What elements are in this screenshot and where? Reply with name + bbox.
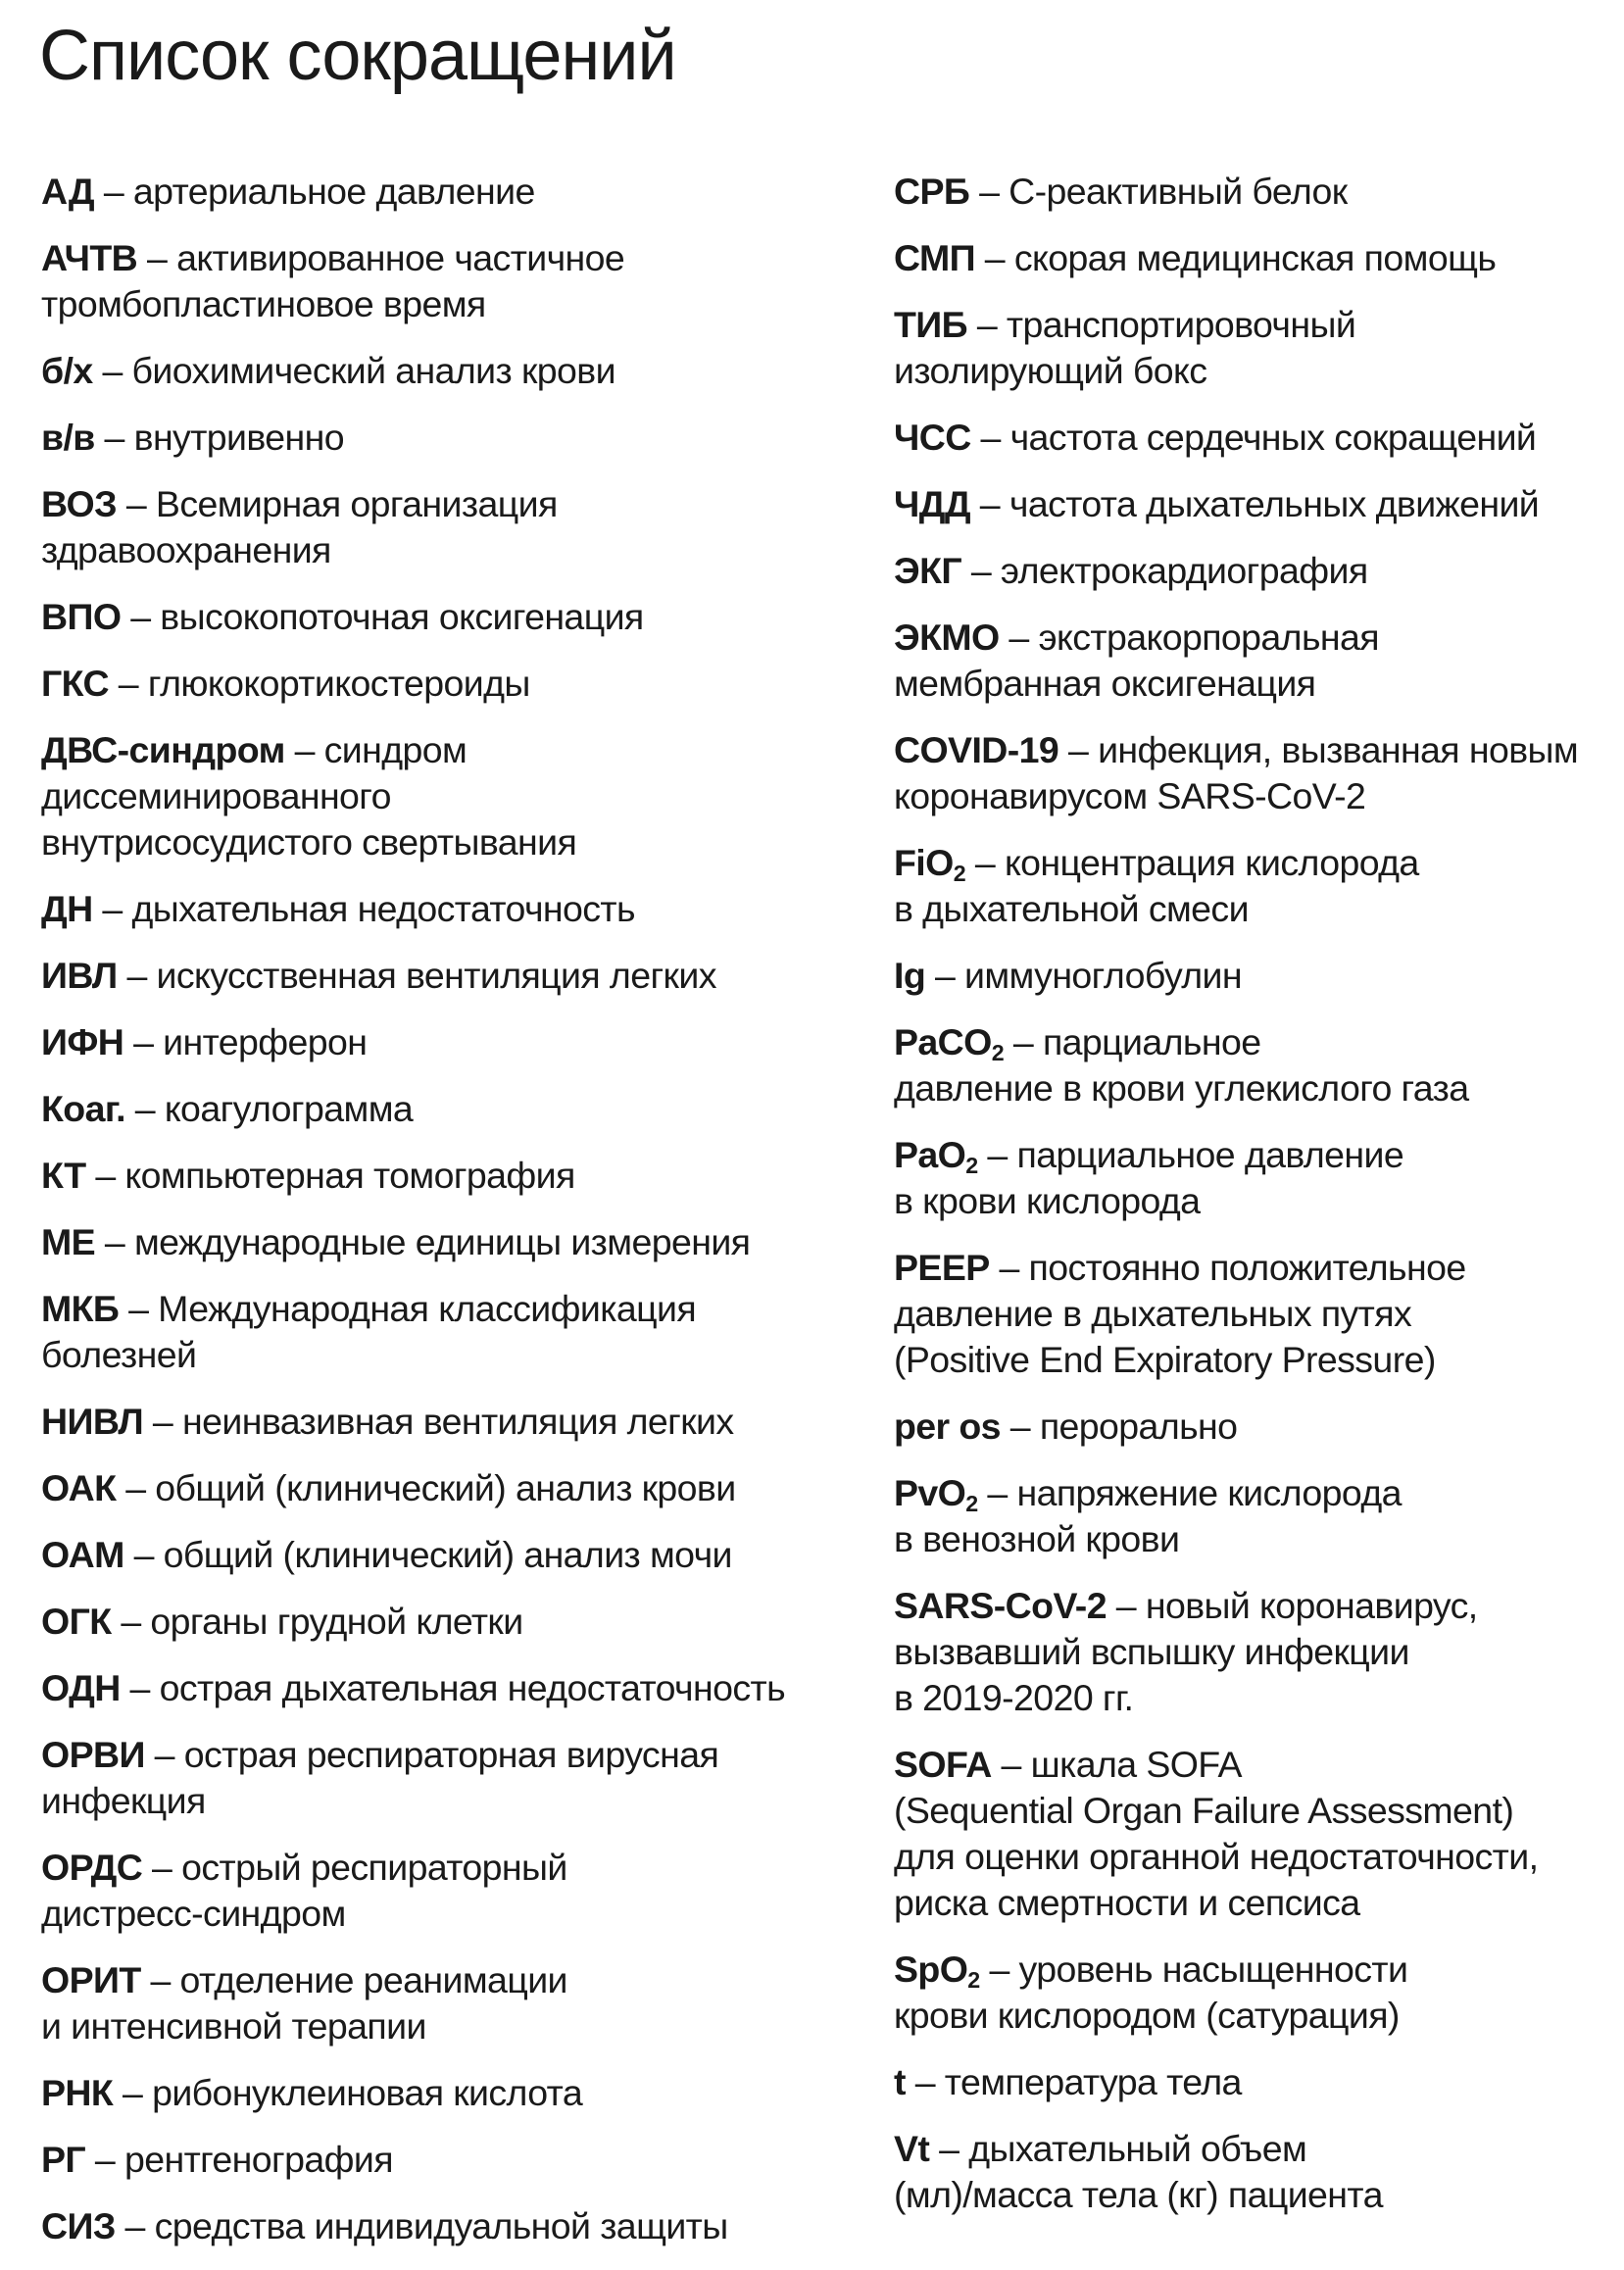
abbreviation-entry bbox=[41, 348, 825, 394]
abbreviation-entry bbox=[894, 953, 1599, 999]
abbreviation-definition: – дыхательная недостаточность bbox=[92, 888, 635, 929]
abbreviation-term bbox=[894, 729, 1058, 770]
abbreviation-definition: – частота сердечных сокращений bbox=[970, 417, 1537, 458]
abbreviation-entry bbox=[894, 1583, 1599, 1721]
abbreviation-definition: – синдром диссеминированного внутрисосудистого свертывания bbox=[41, 729, 577, 863]
abbreviation-definition: – перорально bbox=[1000, 1406, 1238, 1447]
abbreviation-term-text: АД bbox=[41, 171, 94, 212]
abbreviation-term bbox=[41, 1847, 142, 1888]
abbreviation-term-text: ЭКМО bbox=[894, 617, 1000, 658]
abbreviation-term bbox=[894, 617, 1000, 658]
abbreviation-term-text: ДН bbox=[41, 888, 93, 929]
abbreviation-term-text: КТ bbox=[41, 1155, 86, 1196]
abbreviation-term-text: t bbox=[894, 2061, 906, 2102]
abbreviation-term-text: СМП bbox=[894, 237, 975, 278]
abbreviation-term-text: ОАК bbox=[41, 1467, 117, 1508]
abbreviation-definition: – острая дыхательная недостаточность bbox=[120, 1667, 786, 1708]
abbreviation-term bbox=[41, 1221, 95, 1262]
abbreviation-entry bbox=[41, 1399, 825, 1445]
abbreviation-term bbox=[41, 1601, 112, 1642]
abbreviation-term bbox=[894, 550, 961, 591]
abbreviation-definition: – С-реактивный белок bbox=[969, 171, 1348, 212]
abbreviation-subscript: 2 bbox=[953, 860, 966, 886]
abbreviation-entry bbox=[894, 169, 1599, 215]
abbreviation-term bbox=[41, 663, 109, 704]
abbreviation-entry bbox=[41, 415, 825, 461]
abbreviation-entry bbox=[894, 1245, 1599, 1383]
abbreviation-term bbox=[41, 1401, 143, 1442]
abbreviation-definition: – средства индивидуальной защиты bbox=[115, 2205, 728, 2246]
abbreviation-definition: – частота дыхательных движений bbox=[969, 483, 1540, 524]
abbreviation-entry bbox=[894, 235, 1599, 281]
abbreviation-term-text: ОРИТ bbox=[41, 1959, 141, 2000]
abbreviation-entry bbox=[894, 1947, 1599, 2039]
abbreviation-term-text: Vt bbox=[894, 2128, 930, 2169]
abbreviation-entry bbox=[894, 1470, 1599, 1562]
abbreviation-definition: – общий (клинический) анализ мочи bbox=[123, 1534, 732, 1575]
abbreviation-definition: – острый респираторный дистресс-синдром bbox=[41, 1847, 567, 1934]
abbreviation-entry bbox=[894, 1742, 1599, 1926]
abbreviation-entry bbox=[894, 1019, 1599, 1111]
abbreviation-term-text: ОРДС bbox=[41, 1847, 143, 1888]
abbreviation-entry bbox=[41, 1086, 825, 1132]
abbreviation-definition: – активированное частичное тромбопластиновое время bbox=[41, 237, 625, 324]
abbreviation-entry bbox=[41, 1732, 825, 1824]
abbreviation-term bbox=[894, 842, 966, 886]
abbreviation-entry bbox=[41, 481, 825, 573]
abbreviation-term bbox=[41, 1959, 141, 2000]
abbreviation-term-text: ЭКГ bbox=[894, 550, 962, 591]
abbreviation-term bbox=[41, 483, 117, 524]
abbreviation-term bbox=[41, 1288, 119, 1329]
abbreviation-entry bbox=[41, 1845, 825, 1937]
abbreviation-definition: – шкала SOFA (Sequential Organ Failure Assessment) для оценки органной недостаточности, риска смертности и сепсиса bbox=[894, 1744, 1539, 1923]
abbreviation-term-text: SpO bbox=[894, 1949, 968, 1990]
abbreviation-definition: – постоянно положительное давление в дыхательных путях (Positive End Expiratory Pressure) bbox=[894, 1247, 1466, 1380]
abbreviation-entry bbox=[41, 1153, 825, 1199]
abbreviation-definition: – внутривенно bbox=[94, 417, 345, 458]
abbreviation-entry bbox=[894, 615, 1599, 707]
abbreviation-definition: – неинвазивная вентиляция легких bbox=[143, 1401, 734, 1442]
abbreviation-subscript: 2 bbox=[991, 1039, 1005, 1065]
abbreviation-term-text: Ig bbox=[894, 955, 926, 996]
abbreviation-term-text: РНК bbox=[41, 2072, 114, 2113]
abbreviation-term-text: ЧСС bbox=[894, 417, 971, 458]
abbreviation-term-text: МЕ bbox=[41, 1221, 96, 1262]
abbreviation-definition: – напряжение кислорода в венозной крови bbox=[894, 1472, 1402, 1559]
abbreviation-term bbox=[41, 171, 94, 212]
abbreviation-term bbox=[41, 1467, 116, 1508]
abbreviation-term bbox=[41, 350, 93, 391]
abbreviation-term-text: ИВЛ bbox=[41, 955, 118, 996]
abbreviation-entry bbox=[894, 481, 1599, 527]
abbreviation-entry bbox=[41, 2070, 825, 2116]
abbreviation-term bbox=[894, 1949, 980, 1993]
abbreviation-definition: – иммуноглобулин bbox=[925, 955, 1243, 996]
abbreviation-entry bbox=[894, 415, 1599, 461]
abbreviation-term-text: ВПО bbox=[41, 596, 122, 637]
abbreviation-term-text: PaO bbox=[894, 1134, 966, 1175]
abbreviation-term bbox=[894, 1744, 992, 1785]
abbreviation-term-text: ОГК bbox=[41, 1601, 112, 1642]
abbreviation-definition: – Всемирная организация здравоохранения bbox=[41, 483, 558, 570]
abbreviation-entry bbox=[41, 2203, 825, 2249]
abbreviation-entry bbox=[41, 1286, 825, 1378]
abbreviation-definition: – парциальное давление в крови кислорода bbox=[894, 1134, 1404, 1221]
abbreviation-definition: – Международная классификация болезней bbox=[41, 1288, 697, 1375]
abbreviation-term-text: PEEP bbox=[894, 1247, 990, 1288]
abbreviation-term bbox=[894, 1472, 978, 1516]
abbreviation-definition: – интерферон bbox=[123, 1021, 368, 1062]
abbreviation-term-text: per os bbox=[894, 1406, 1001, 1447]
abbreviation-term-text: PvO bbox=[894, 1472, 966, 1513]
abbreviation-term bbox=[894, 2061, 906, 2102]
page-title: Список сокращений bbox=[39, 17, 676, 95]
abbreviation-definition: – концентрация кислорода в дыхательной смеси bbox=[894, 842, 1419, 929]
abbreviation-entry bbox=[41, 235, 825, 327]
abbreviation-definition: – компьютерная томография bbox=[85, 1155, 575, 1196]
abbreviation-definition: – артериальное давление bbox=[94, 171, 535, 212]
abbreviation-term bbox=[894, 304, 967, 345]
abbreviation-entry bbox=[894, 840, 1599, 932]
abbreviation-term-text: ДВС-синдром bbox=[41, 729, 285, 770]
abbreviation-term-text: НИВЛ bbox=[41, 1401, 144, 1442]
abbreviation-definition: – электрокардиография bbox=[961, 550, 1368, 591]
abbreviation-definition: – уровень насыщенности крови кислородом (сатурация) bbox=[894, 1949, 1408, 2036]
abbreviation-term-text: ОРВИ bbox=[41, 1734, 145, 1775]
abbreviation-term-text: б/х bbox=[41, 350, 93, 391]
abbreviation-entry bbox=[41, 2137, 825, 2183]
abbreviation-term bbox=[894, 417, 971, 458]
abbreviation-term-text: SARS-CoV-2 bbox=[894, 1585, 1107, 1626]
abbreviation-definition: – дыхательный объем (мл)/масса тела (кг) пациента bbox=[894, 2128, 1383, 2215]
abbreviation-term-text: ОДН bbox=[41, 1667, 121, 1708]
abbreviation-term bbox=[41, 2205, 116, 2246]
abbreviation-term-text: PaCO bbox=[894, 1021, 992, 1062]
abbreviation-term-text: SOFA bbox=[894, 1744, 992, 1785]
abbreviation-term bbox=[894, 1134, 978, 1178]
abbreviation-term bbox=[894, 2128, 929, 2169]
abbreviation-entry bbox=[41, 1019, 825, 1065]
left-column bbox=[41, 169, 825, 2270]
abbreviation-subscript: 2 bbox=[965, 1490, 978, 1516]
abbreviation-entry bbox=[41, 661, 825, 707]
abbreviation-definition: – биохимический анализ крови bbox=[92, 350, 615, 391]
abbreviation-entry bbox=[41, 1665, 825, 1711]
abbreviation-definition: – парциальное давление в крови углекислого газа bbox=[894, 1021, 1469, 1109]
abbreviation-entry bbox=[41, 953, 825, 999]
abbreviation-definition: – острая респираторная вирусная инфекция bbox=[41, 1734, 719, 1821]
abbreviation-term-text: Коаг. bbox=[41, 1088, 125, 1129]
abbreviation-term-text: АЧТВ bbox=[41, 237, 138, 278]
abbreviation-term-text: ТИБ bbox=[894, 304, 968, 345]
abbreviation-term bbox=[41, 955, 118, 996]
abbreviation-term bbox=[41, 2139, 85, 2180]
abbreviation-term bbox=[41, 1667, 121, 1708]
abbreviation-subscript: 2 bbox=[967, 1966, 980, 1993]
abbreviation-entry bbox=[41, 594, 825, 640]
abbreviation-entry bbox=[41, 1599, 825, 1645]
abbreviation-term-text: РГ bbox=[41, 2139, 86, 2180]
abbreviation-term-text: COVID-19 bbox=[894, 729, 1059, 770]
abbreviation-entry bbox=[41, 886, 825, 932]
abbreviation-term bbox=[41, 237, 137, 278]
abbreviation-term-text: ГКС bbox=[41, 663, 109, 704]
abbreviation-term bbox=[41, 1021, 123, 1062]
abbreviation-term-text: в/в bbox=[41, 417, 95, 458]
abbreviation-term bbox=[894, 1585, 1107, 1626]
abbreviation-definition: – инфекция, вызванная новым коронавирусом SARS-CoV-2 bbox=[894, 729, 1579, 816]
abbreviation-definition: – высокопоточная оксигенация bbox=[121, 596, 644, 637]
abbreviation-entry bbox=[894, 1404, 1599, 1450]
abbreviation-definition: – международные единицы измерения bbox=[95, 1221, 751, 1262]
abbreviation-term bbox=[894, 1247, 990, 1288]
abbreviation-subscript: 2 bbox=[965, 1152, 978, 1178]
abbreviation-entry bbox=[894, 2126, 1599, 2218]
abbreviation-entry bbox=[41, 1957, 825, 2049]
abbreviation-definition: – экстракорпоральная мембранная оксигенация bbox=[894, 617, 1379, 704]
abbreviation-term bbox=[41, 888, 93, 929]
abbreviation-entry bbox=[894, 548, 1599, 594]
abbreviation-entry bbox=[41, 1465, 825, 1511]
abbreviation-term bbox=[894, 171, 969, 212]
abbreviation-definition: – коагулограмма bbox=[124, 1088, 414, 1129]
abbreviation-term-text: ЧДД bbox=[894, 483, 970, 524]
abbreviation-term bbox=[894, 1021, 1005, 1065]
abbreviation-term bbox=[41, 2072, 113, 2113]
abbreviation-definition: – глюкокортикостероиды bbox=[108, 663, 530, 704]
abbreviation-term bbox=[41, 1534, 124, 1575]
abbreviation-entry bbox=[894, 727, 1599, 819]
abbreviation-entry bbox=[894, 302, 1599, 394]
abbreviation-term bbox=[41, 596, 121, 637]
abbreviation-definition: – общий (клинический) анализ крови bbox=[116, 1467, 736, 1508]
abbreviation-definition: – новый коронавирус, вызвавший вспышку инфекции в 2019-2020 гг. bbox=[894, 1585, 1478, 1718]
abbreviation-definition: – рентгенография bbox=[85, 2139, 393, 2180]
abbreviation-definition: – органы грудной клетки bbox=[111, 1601, 523, 1642]
abbreviation-definition: – температура тела bbox=[905, 2061, 1242, 2102]
abbreviation-definition: – отделение реанимации и интенсивной терапии bbox=[41, 1959, 567, 2047]
abbreviation-term bbox=[894, 483, 970, 524]
abbreviation-definition: – скорая медицинская помощь bbox=[974, 237, 1497, 278]
abbreviation-term-text: FiO bbox=[894, 842, 954, 883]
abbreviation-definition: – рибонуклеиновая кислота bbox=[113, 2072, 583, 2113]
abbreviation-term bbox=[894, 1406, 1001, 1447]
abbreviation-term bbox=[894, 237, 975, 278]
abbreviation-term bbox=[894, 955, 925, 996]
abbreviation-entry bbox=[41, 1532, 825, 1578]
abbreviation-term-text: ВОЗ bbox=[41, 483, 118, 524]
abbreviation-term bbox=[41, 417, 95, 458]
abbreviation-term-text: МКБ bbox=[41, 1288, 120, 1329]
abbreviation-term bbox=[41, 1155, 86, 1196]
abbreviation-term-text: СИЗ bbox=[41, 2205, 116, 2246]
abbreviation-term-text: ОАМ bbox=[41, 1534, 124, 1575]
abbreviation-entry bbox=[41, 1219, 825, 1265]
abbreviation-entry bbox=[41, 169, 825, 215]
abbreviation-entry bbox=[894, 2059, 1599, 2105]
abbreviation-definition: – искусственная вентиляция легких bbox=[117, 955, 716, 996]
abbreviation-term bbox=[41, 729, 285, 770]
abbreviation-entry bbox=[894, 1132, 1599, 1224]
abbreviation-definition: – транспортировочный изолирующий бокс bbox=[894, 304, 1356, 391]
abbreviation-term bbox=[41, 1734, 145, 1775]
abbreviation-term bbox=[41, 1088, 125, 1129]
abbreviation-term-text: ИФН bbox=[41, 1021, 124, 1062]
right-column bbox=[894, 169, 1599, 2239]
abbreviation-term-text: СРБ bbox=[894, 171, 970, 212]
abbreviation-entry bbox=[41, 727, 825, 865]
